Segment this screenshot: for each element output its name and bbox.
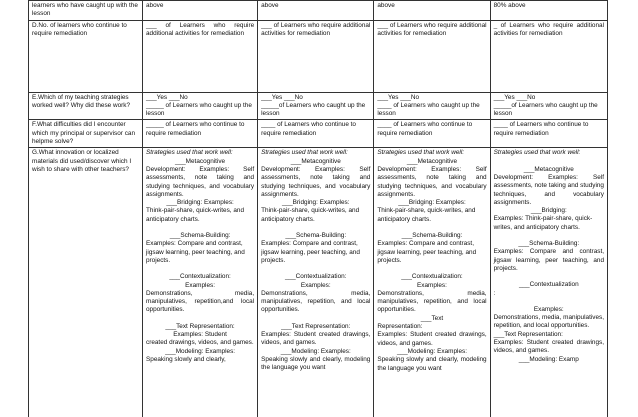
- modeling-title: ___Modeling: Examples:: [280, 347, 351, 355]
- context-text: Demonstrations, media, manipulatives, repetition, and local opportunities.: [493, 314, 604, 330]
- context-examples: Examples:: [185, 281, 215, 289]
- context-text: Demonstrations, media, manipulatives, repetition,and local opportunities.: [146, 289, 255, 314]
- table-cell: ___ of Learners who require additional activities for remediation: [374, 20, 490, 92]
- table-row: [29, 120, 608, 148]
- schema-title: ___Schema-Building:: [285, 232, 347, 240]
- context-title: ___Contextualization:: [169, 273, 231, 281]
- table-cell: [143, 148, 258, 417]
- table-cell: ____ of Learners who continue to require remediation: [258, 120, 374, 148]
- table-cell: ___Yes ___No _____ of Learners who caught up the lesson: [143, 92, 258, 120]
- metacognitive-text: Development: Examples: Self assessments, note taking and studying techniques, and vocabulary assignments.: [377, 165, 487, 198]
- schema-text: Examples: Compare and contrast, jigsaw learning, peer teaching, and projects.: [493, 248, 604, 272]
- bridging-title: ___Bridging:: [530, 207, 567, 215]
- modeling-title: ___Modeling: Examples:: [396, 347, 467, 355]
- table-cell: above: [258, 1, 374, 21]
- context-examples: Examples:: [300, 281, 331, 289]
- metacognitive-text: Development: Examples: Self assessments, note taking and studying techniques, and vocabulary assignments.: [261, 165, 371, 198]
- metacognitive-title: ___Metacognitive: [175, 157, 226, 165]
- schema-text: Examples: Compare and contrast, jigsaw learning, peer teaching, and projects.: [146, 240, 245, 264]
- table-cell: [258, 148, 374, 417]
- textrep-title: ___Text Representation:: [165, 322, 235, 330]
- bridging-text: Think-pair-share, quick-writes, and anticipatory charts.: [261, 207, 360, 223]
- table-cell: [490, 148, 607, 417]
- schema-text: Examples: Compare and contrast, jigsaw learning, peer teaching, and projects.: [261, 240, 360, 264]
- context-colon: :: [493, 289, 496, 297]
- bridging-title: ___Bridging: Examples:: [166, 199, 234, 207]
- table-cell: _ of Learners who require additional activities for remediation: [490, 20, 607, 92]
- metacognitive-title: ___Metacognitive: [290, 157, 341, 165]
- modeling-text: Speaking slowly and clearly,: [146, 355, 226, 363]
- table-cell: ___Yes ___No _____of Learners who caught up the lesson: [490, 92, 607, 120]
- table-cell: [374, 148, 490, 417]
- schema-title: ___Schema-Building:: [169, 232, 231, 240]
- textrep-text: Examples: Student created drawings, videos, and games.: [261, 331, 371, 347]
- table-row: [29, 20, 608, 92]
- table-cell: above: [374, 1, 490, 21]
- bridging-text: Think-pair-share, quick-writes, and anticipatory charts.: [146, 207, 245, 223]
- textrep-title: ___Text Representation:: [281, 322, 351, 330]
- modeling-title: ___Modeling: Examp: [518, 355, 579, 363]
- table-cell: _____ of Learners who continue to require remediation: [143, 120, 258, 148]
- bridging-title: ___Bridging: Examples:: [281, 199, 350, 207]
- strategies-intro: Strategies used that work well:: [493, 149, 581, 157]
- context-examples: Examples:: [417, 281, 447, 289]
- textrep-text: Examples: Student created drawings, videos, and games.: [377, 331, 487, 347]
- textrep-title: ___Text: [420, 314, 444, 322]
- table-cell: ___Yes ___No ____ of Learners who caught up the lesson: [374, 92, 490, 120]
- context-title: ___Contextualization:: [401, 273, 463, 281]
- row-label: D.No. of learners who continue to require remediation: [29, 20, 143, 92]
- table-row: [29, 148, 608, 417]
- row-label: E.Which of my teaching strategies worked well? Why did these work?: [29, 92, 143, 120]
- table-cell: ____ of Learners who continue to require remediation: [374, 120, 490, 148]
- metacognitive-text: Development: Examples: Self assessments, note taking and studying techniques, and vocabulary assignments.: [146, 165, 255, 198]
- strategies-intro: Strategies used that work well:: [377, 149, 465, 157]
- strategies-intro: Strategies used that work well:: [146, 149, 233, 157]
- modeling-text: Speaking slowly and clearly, modeling the language you want: [377, 356, 487, 372]
- context-text: Demonstrations, media, manipulatives, repetition, and local opportunities.: [377, 289, 487, 314]
- row-label: learners who have caught up with the lesson: [29, 1, 143, 21]
- table-row: [29, 92, 608, 120]
- schema-title: ___Schema-Building:: [518, 240, 580, 248]
- textrep-text: created drawings, videos, and games.: [146, 339, 254, 347]
- modeling-title: ___Modeling: Examples:: [165, 347, 236, 355]
- table-cell: ____ of Learners who continue to require remediation: [490, 120, 607, 148]
- context-examples: Examples:: [533, 305, 564, 313]
- textrep-examples: Examples: Student: [173, 331, 227, 339]
- table-cell: ___ of Learners who require additional activities for remediation: [258, 20, 374, 92]
- table-row: [29, 1, 608, 21]
- context-title: ___Contextualization:: [285, 273, 347, 281]
- schema-title: ___Schema-Building:: [401, 232, 463, 240]
- textrep-text: Examples: Student created drawings, videos, and games.: [493, 339, 604, 355]
- context-text: Demonstrations, media, manipulatives, repetition, and local opportunities.: [261, 289, 371, 314]
- row-label: G.What innovation or localized materials did used/discover which I wish to share with other teachers?: [29, 148, 143, 417]
- strategies-intro: Strategies used that work well:: [261, 149, 348, 157]
- bridging-text: Think-pair-share, quick-writes, and anticipatory charts.: [377, 207, 476, 223]
- bridging-title: ___Bridging: Examples:: [398, 199, 466, 207]
- metacognitive-title: ___Metacognitive: [406, 157, 458, 165]
- metacognitive-title: ___Metacognitive: [523, 165, 574, 173]
- schema-text: Examples: Compare and contrast, jigsaw learning, peer teaching, and projects.: [377, 240, 477, 264]
- table-cell: ___Yes ___No _____of Learners who caught up the lesson: [258, 92, 374, 120]
- metacognitive-text: Development: Examples: Self assessments, note taking and studying techniques, and vocabulary assignments.: [493, 173, 604, 206]
- table-cell: ___ of Learners who require additional activities for remediation: [143, 20, 258, 92]
- row-label: F.What difficulties did I encounter which my principal or supervisor can helpme solve?: [29, 120, 143, 148]
- table-cell: 80% above: [490, 1, 607, 21]
- textrep-title-2: Representation:: [377, 323, 423, 331]
- table-cell: above: [143, 1, 258, 21]
- bridging-text: Examples: Think-pair-share, quick-writes, and anticipatory charts.: [493, 215, 593, 231]
- modeling-text: Speaking slowly and clearly, modeling the language you want: [261, 355, 371, 372]
- textrep-title: ___Text Representation:: [493, 330, 563, 338]
- dll-table: [28, 0, 608, 417]
- context-title: ___Contextualization: [518, 281, 579, 289]
